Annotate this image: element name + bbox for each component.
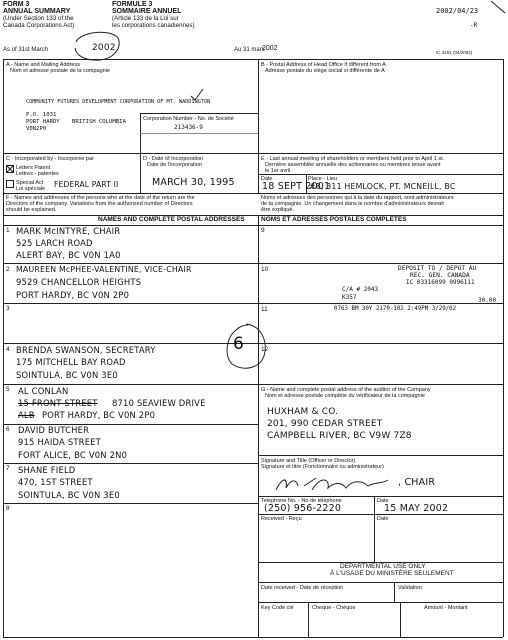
check-mark — [190, 88, 204, 102]
director-name: DAVID BUTCHER — [18, 425, 90, 435]
section-g-label-2: Nom et adresse postale complète du vérificateur de la compagnie — [265, 393, 425, 399]
as-of-year-fr: 2002 — [262, 45, 278, 52]
section-a-label-1: A - Name and Mailing Address — [6, 62, 80, 68]
cheque-label: Cheque - Chèque — [312, 605, 356, 611]
slot-number: 12 — [261, 346, 269, 353]
receipt-k-code: K357 — [342, 294, 357, 301]
director-address-line1: 8710 SEAVIEW DRIVE — [112, 398, 206, 408]
meeting-date-label: Date — [261, 176, 273, 182]
director-number: 5 — [6, 386, 10, 393]
telephone-date-label: Date — [377, 498, 389, 504]
director-address-line2: FORT ALICE, BC V0N 2N0 — [18, 450, 128, 460]
received-date-label: Date — [377, 516, 389, 522]
as-of-year-en: 2002 — [92, 43, 116, 53]
stamp-date: 2002/04/23 — [436, 7, 479, 15]
director-number: 6 — [6, 426, 10, 433]
director-name: BRENDA SWANSON, SECRETARY — [16, 345, 156, 355]
auditor-name: HUXHAM & CO. — [267, 407, 339, 417]
slot-number: 11 — [261, 306, 268, 313]
section-f-label-3: should be explained. — [6, 207, 57, 213]
section-a-label-2: Nom et adresse postale de la compagnie — [10, 68, 110, 74]
form-number-fr: FORMULE 3 — [112, 1, 153, 8]
signature-label-1: Signature and Title (Officer or Director) — [261, 458, 356, 464]
signature-title: , CHAIR — [398, 477, 436, 488]
checkbox-x-icon — [7, 166, 13, 172]
director-address-line2: PORT HARDY, BC V0N 2P0 — [16, 290, 130, 300]
letters-patent-label-fr: Lettres - patentes — [16, 171, 59, 177]
director-number: 8 — [6, 505, 10, 512]
letters-patent-checkbox[interactable] — [6, 165, 14, 173]
signature-date: 15 MAY 2002 — [384, 503, 449, 514]
director-address-line1: 915 HAIDA STREET — [18, 437, 101, 447]
form-title-en: ANNUAL SUMMARY — [3, 8, 71, 15]
receipt-line3: IC 03316099 0996111 — [406, 279, 475, 286]
auditor-address-line2: CAMPBELL RIVER, BC V9W 7Z8 — [267, 431, 412, 441]
director-number: 3 — [6, 305, 10, 312]
form-ref-en-2: Canada Corporations Act) — [3, 22, 75, 29]
company-address-1: P.O. 1031 — [26, 112, 57, 118]
company-province: BRITISH COLUMBIA — [72, 119, 126, 125]
section-c-label: C - Incorporated by - Incorporée par — [6, 156, 94, 162]
receipt-ca-code: C/A # 2043 — [342, 286, 379, 293]
signature-label-2: Signature et titre (Fonctionnaire ou administrateur) — [261, 464, 384, 470]
validation-label: Validation — [398, 585, 422, 591]
director-address-line1: 470, 1ST STREET — [18, 477, 93, 487]
meeting-date: 18 SEPT 2001 — [262, 181, 331, 192]
section-f-label-fr-3: être expliqué. — [261, 207, 295, 213]
key-code-label: Key Code clé — [261, 605, 294, 611]
departmental-use-fr: À L'USAGE DU MINISTÈRE SEULEMENT — [330, 570, 454, 577]
form-ref-fr-2: les corporations canadiennes) — [112, 22, 195, 29]
director-address-line1: 9529 CHANCELLOR HEIGHTS — [16, 277, 142, 287]
director-number: 1 — [6, 227, 10, 234]
director-address-line2: SOINTULA, BC V0N 3E0 — [18, 490, 120, 500]
section-e-label-3: le 1er avril. — [265, 168, 292, 174]
special-act-label-fr: Loi spéciale — [16, 186, 46, 192]
section-f-label-fr-1: Noms et adresses des personnes qui à la date du rapport, sont administrateurs — [261, 195, 454, 201]
form-ref-en-1: (Under Section 133 of the — [3, 15, 74, 22]
as-of-label-en: As of 31st March — [3, 47, 49, 53]
corp-number-label: Corporation Number - No. de Société — [143, 116, 234, 122]
receipt-amount: 30.00 — [478, 297, 497, 304]
form-number-en: FORM 3 — [3, 1, 30, 8]
telephone-number: (250) 956-2220 — [264, 503, 342, 514]
section-f-label-2: Directors of the company. Variations from the authorized number of Directors — [6, 201, 193, 207]
auditor-address-line1: 201, 990 CEDAR STREET — [267, 419, 383, 429]
circle-annotation — [222, 320, 270, 374]
section-g-label-1: G - Name and complete postal address of the auditor of the Company — [261, 387, 431, 393]
director-number: 7 — [6, 465, 10, 472]
section-b-label-2: Adresse postale du siège social si différente de A — [265, 68, 385, 74]
slot-number: 9 — [261, 227, 265, 234]
receipt-line1: DEPOSIT TO / DEPOT AU — [398, 265, 477, 272]
slot-number: 10 — [261, 266, 269, 273]
meeting-place: #8, 311 HEMLOCK, PT. MCNEILL, BC — [309, 182, 456, 191]
director-address-line2: SOINTULA, BC V0N 3E0 — [16, 370, 118, 380]
section-f-label-fr-2: de la compagnie. Un changement dans le nombre d'administrateurs devrait — [261, 201, 444, 207]
company-name: COMMUNITY FUTURES DEVELOPMENT CORPORATION OF MT. WADDINGTON — [26, 99, 211, 105]
received-label: Received - Reçu — [261, 516, 302, 522]
handwritten-signature — [272, 472, 392, 496]
ic-code: IC 3151 (04/2002) — [436, 50, 473, 55]
form-ref-fr-1: (Article 133 de la Loi sur — [112, 15, 179, 22]
departmental-use-en: DEPARTMENTAL USE ONLY — [340, 563, 426, 570]
director-name: AL CONLAN — [18, 386, 69, 396]
date-received-label: Date received - Date de réception — [261, 585, 344, 591]
director-number: 2 — [6, 266, 10, 273]
receipt-line2: REC. GEN. CANADA — [410, 272, 470, 279]
telephone-label: Telephone No. - No de téléphone — [261, 498, 342, 504]
director-address-line1: 175 MITCHELL BAY ROAD — [16, 357, 126, 367]
special-act-value: FEDERAL PART II — [54, 180, 119, 189]
director-address-line1: 525 LARCH ROAD — [16, 238, 93, 248]
special-act-label: Special Act — [16, 180, 44, 186]
as-of-label-fr: Au 31 mars — [234, 47, 265, 53]
form-title-fr: SOMMAIRE ANNUEL — [112, 8, 182, 15]
stamp-code: -R — [470, 22, 478, 29]
meeting-place-label: Place - Lieu — [308, 176, 338, 182]
special-act-checkbox[interactable] — [6, 180, 14, 188]
directors-header-fr: NOMS ET ADRESSES POSTALES COMPLÈTES — [261, 216, 407, 223]
section-e-label-2: Dernière assemblée annuelle des actionnaires ou membres tenue avant — [265, 162, 441, 168]
section-d-label-2: Date de l'incorporation — [147, 162, 202, 168]
section-e-label-1: E - Last annual meeting of shareholders or members held prior to April 1 st. — [261, 156, 445, 162]
receipt-bottom-line: 0763 BM 30Y 2170-102 2:49PM 3/29/02 — [334, 306, 457, 312]
director-name: SHANE FIELD — [18, 465, 76, 475]
company-address-2: PORT HARDY — [26, 119, 60, 125]
director-address-struck: 15 FRONT STREET — [18, 398, 98, 408]
incorporation-date: MARCH 30, 1995 — [152, 177, 235, 188]
director-address-line2: PORT HARDY, BC V0N 2P0 — [42, 410, 156, 420]
corp-number-value: 213436-9 — [174, 124, 203, 131]
director-name: MARK McINTYRE, CHAIR — [16, 226, 121, 236]
section-f-label-1: F - Names and addresses of the persons who at the date of the return are the — [6, 195, 195, 201]
corner-slash-mark — [489, 0, 507, 14]
section-b-label-1: B - Postal Address of Head Office if different from A — [261, 62, 386, 68]
section-d-label-1: D - Date of Incorporation — [143, 156, 204, 162]
company-postal: V0N2P0 — [26, 126, 47, 132]
annotation-count: 6 — [233, 334, 245, 354]
letters-patent-label: Letters Patent — [16, 165, 51, 171]
director-address-line2: ALERT BAY, BC V0N 1A0 — [16, 250, 121, 260]
circled-year-mark — [70, 24, 124, 64]
director-number: 4 — [6, 346, 10, 353]
amount-label: Amount - Montant — [424, 605, 468, 611]
director-name: MAUREEN McPHEE-VALENTINE, VICE-CHAIR — [16, 265, 192, 274]
director-address-struck: ALB — [18, 410, 35, 420]
directors-header-en: NAMES AND COMPLETE POSTAL ADDRESSES — [98, 216, 245, 223]
